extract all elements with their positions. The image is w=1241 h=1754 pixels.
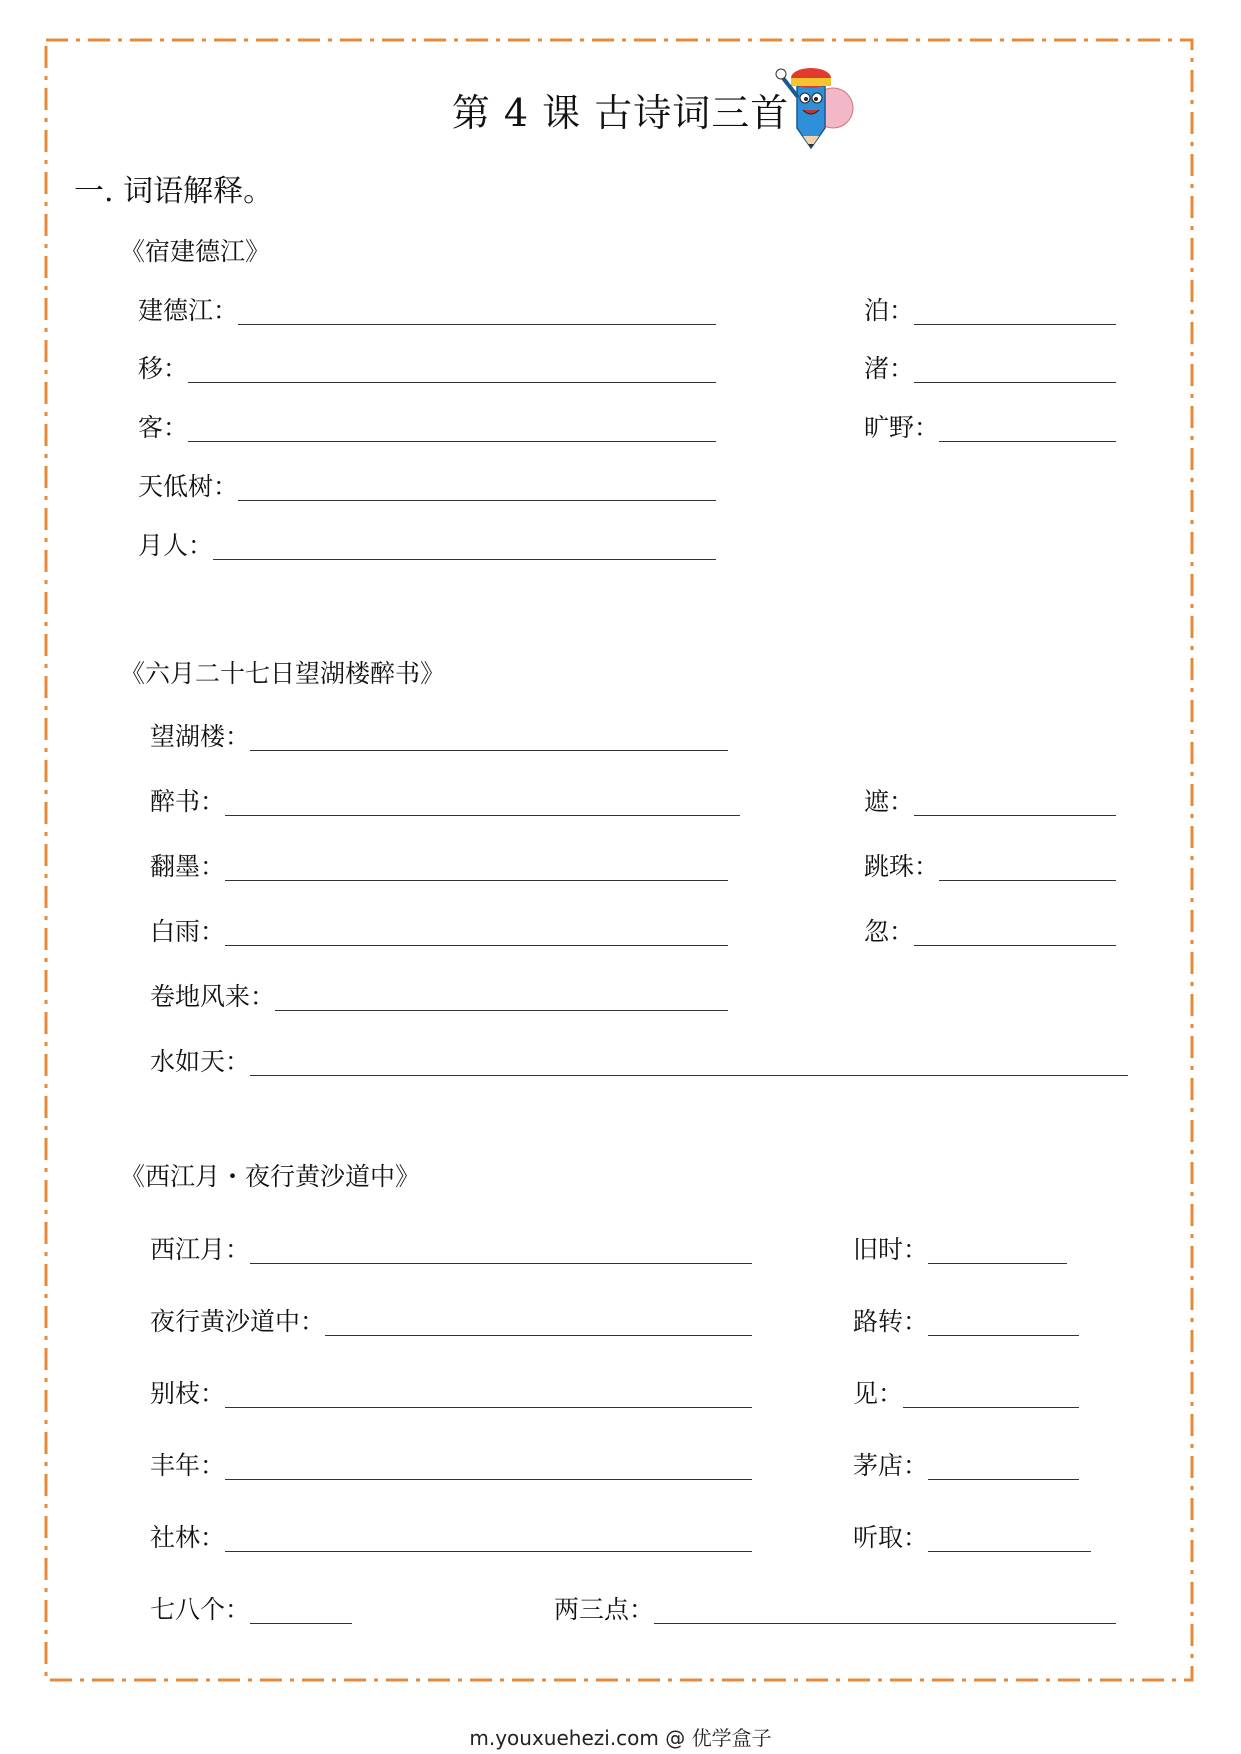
poem-title-1: 《宿建德江》 <box>120 237 271 266</box>
term-field <box>150 912 728 946</box>
answer-blank[interactable] <box>225 815 740 816</box>
answer-blank[interactable] <box>238 324 716 325</box>
term-label: 客： <box>138 413 189 442</box>
term-field <box>864 912 1116 946</box>
term-label: 听取： <box>853 1523 929 1552</box>
term-label: 见： <box>853 1379 904 1408</box>
answer-blank[interactable] <box>225 1551 752 1552</box>
answer-blank[interactable] <box>928 1479 1079 1480</box>
term-label: 茅店： <box>853 1451 929 1480</box>
term-label: 别枝： <box>150 1379 226 1408</box>
term-label: 七八个： <box>150 1595 251 1624</box>
term-field <box>554 1590 1116 1624</box>
term-field <box>150 977 728 1011</box>
term-label: 社林： <box>150 1523 226 1552</box>
answer-blank[interactable] <box>914 815 1116 816</box>
term-field <box>853 1230 1067 1264</box>
term-label: 卷地风来： <box>150 982 276 1011</box>
answer-blank[interactable] <box>939 880 1116 881</box>
term-field <box>150 1374 752 1408</box>
answer-blank[interactable] <box>225 1479 752 1480</box>
term-field <box>150 1446 752 1480</box>
term-label: 路转： <box>853 1307 929 1336</box>
answer-blank[interactable] <box>654 1623 1116 1624</box>
term-label: 遮： <box>864 787 915 816</box>
answer-blank[interactable] <box>928 1335 1079 1336</box>
term-label: 白雨： <box>150 917 226 946</box>
term-field <box>150 1590 352 1624</box>
page-title: 第 4 课 古诗词三首 <box>451 91 790 135</box>
answer-blank[interactable] <box>225 1407 752 1408</box>
answer-blank[interactable] <box>250 1623 352 1624</box>
answer-blank[interactable] <box>188 382 716 383</box>
term-field <box>864 349 1116 383</box>
term-field <box>138 291 716 325</box>
answer-blank[interactable] <box>914 382 1116 383</box>
term-field <box>138 467 716 501</box>
answer-blank[interactable] <box>213 559 716 560</box>
poem-title-3: 《西江月・夜行黄沙道中》 <box>120 1162 421 1191</box>
term-label: 望湖楼： <box>150 722 251 751</box>
term-label: 旷野： <box>864 413 940 442</box>
answer-blank[interactable] <box>250 1263 752 1264</box>
term-label: 旧时： <box>853 1235 929 1264</box>
term-label: 泊： <box>864 296 915 325</box>
term-field <box>150 1230 752 1264</box>
term-label: 两三点： <box>554 1595 655 1624</box>
pencil-mascot-icon <box>775 56 865 155</box>
term-field <box>864 408 1116 442</box>
answer-blank[interactable] <box>225 880 728 881</box>
answer-blank[interactable] <box>914 945 1116 946</box>
term-label: 夜行黄沙道中： <box>150 1307 326 1336</box>
term-label: 建德江： <box>138 296 239 325</box>
answer-blank[interactable] <box>250 750 728 751</box>
answer-blank[interactable] <box>903 1407 1079 1408</box>
term-label: 跳珠： <box>864 852 940 881</box>
answer-blank[interactable] <box>939 441 1116 442</box>
answer-blank[interactable] <box>928 1263 1067 1264</box>
footer-credit: m.youxuehezi.com @ 优学盒子 <box>469 1726 772 1750</box>
term-label: 天低树： <box>138 472 239 501</box>
term-field <box>864 847 1116 881</box>
term-field <box>864 291 1116 325</box>
term-label: 丰年： <box>150 1451 226 1480</box>
term-label: 移： <box>138 354 189 383</box>
answer-blank[interactable] <box>188 441 716 442</box>
term-label: 水如天： <box>150 1047 251 1076</box>
answer-blank[interactable] <box>250 1075 1128 1076</box>
term-field <box>150 847 728 881</box>
term-field <box>150 1302 752 1336</box>
poem-title-2: 《六月二十七日望湖楼醉书》 <box>120 659 446 688</box>
answer-blank[interactable] <box>914 324 1116 325</box>
term-field <box>864 782 1116 816</box>
term-label: 忽： <box>864 917 915 946</box>
term-label: 渚： <box>864 354 915 383</box>
term-label: 月人： <box>138 531 214 560</box>
answer-blank[interactable] <box>275 1010 728 1011</box>
answer-blank[interactable] <box>225 945 728 946</box>
answer-blank[interactable] <box>928 1551 1091 1552</box>
term-field <box>150 1518 752 1552</box>
term-label: 翻墨： <box>150 852 226 881</box>
section-heading: 一. 词语解释。 <box>74 174 274 209</box>
term-field <box>150 717 728 751</box>
answer-blank[interactable] <box>325 1335 752 1336</box>
term-field <box>853 1302 1079 1336</box>
term-field <box>138 349 716 383</box>
term-field <box>138 408 716 442</box>
answer-blank[interactable] <box>238 500 716 501</box>
term-field <box>853 1518 1091 1552</box>
term-label: 醉书： <box>150 787 226 816</box>
term-field <box>150 1042 1128 1076</box>
term-field <box>853 1374 1079 1408</box>
term-field <box>150 782 740 816</box>
term-label: 西江月： <box>150 1235 251 1264</box>
term-field <box>138 526 716 560</box>
term-field <box>853 1446 1079 1480</box>
